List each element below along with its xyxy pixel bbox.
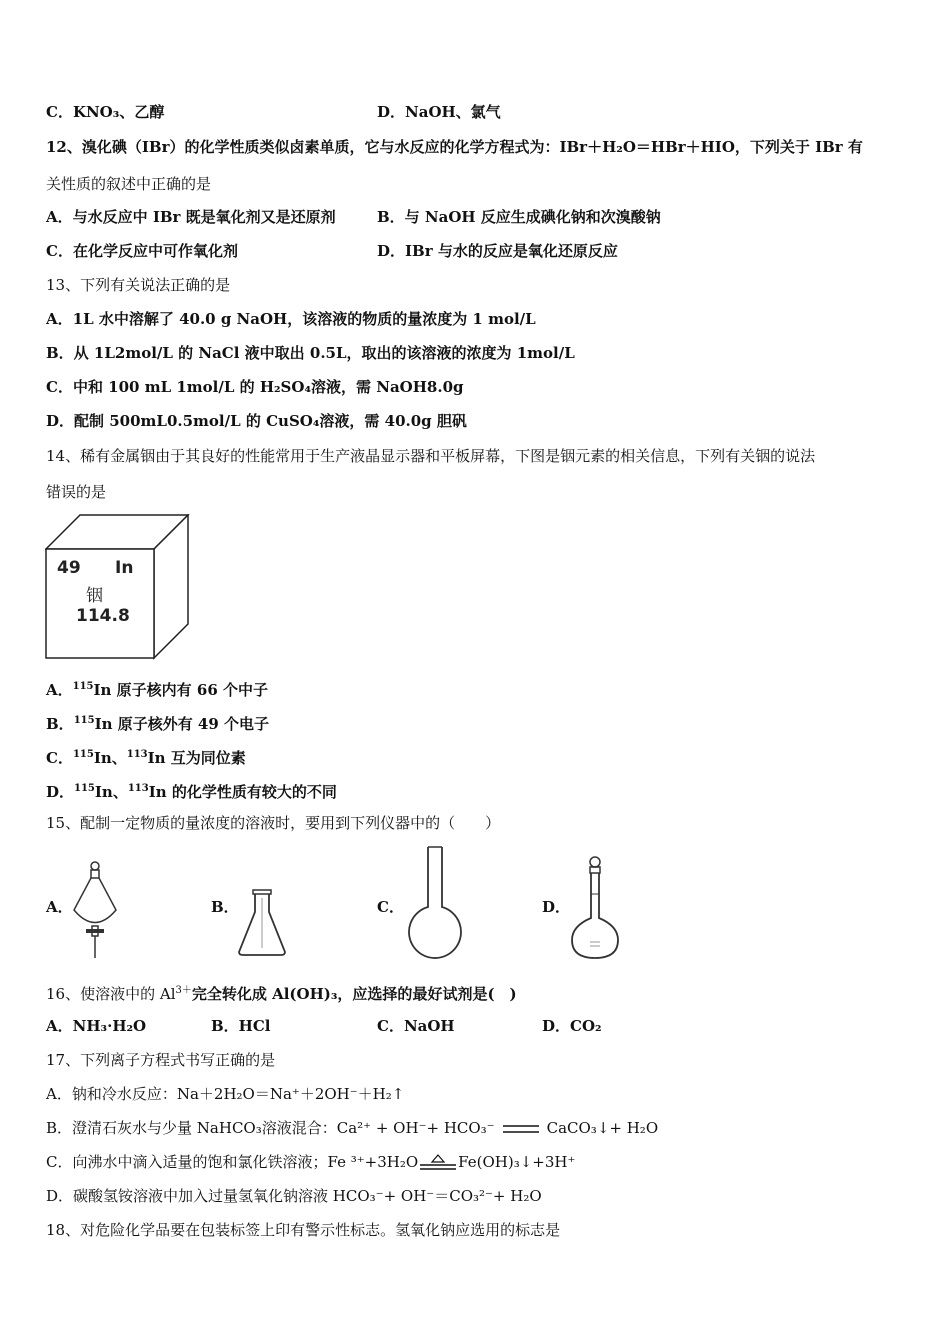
q13-option-c: C．中和 100 mL 1mol/L 的 H₂SO₄溶液，需 NaOH8.0g (46, 378, 464, 396)
q15-stem: 15、配制一定物质的量浓度的溶液时，要用到下列仪器中的（ ） (46, 814, 501, 832)
q14-option-c: C．$^{115}$In、$^{113}$In 互为同位素 (46, 749, 246, 767)
q15-option-b: B． (211, 898, 239, 916)
q14-stem-line2: 错误的是 (46, 483, 107, 501)
round-bottom-flask-icon (404, 845, 466, 961)
element-name: 铟 (86, 586, 103, 606)
q15-option-a: A． (46, 898, 73, 916)
q17-option-b: B．澄清石灰水与少量 NaHCO₃溶液混合：Ca²⁺ + OH⁻+ HCO₃⁻ CaCO₃↓+ H₂O (46, 1119, 659, 1137)
q14-stem-line1: 14、稀有金属铟由于其良好的性能常用于生产液晶显示器和平板屏幕，下图是铟元素的相关信息，下列有关铟的说法 (46, 447, 816, 465)
q18-stem: 18、对危险化学品要在包装标签上印有警示性标志。氢氧化钠应选用的标志是 (46, 1221, 561, 1239)
q17-option-d: D．碳酸氢铵溶液中加入过量氢氧化钠溶液 HCO₃⁻+ OH⁻＝CO₃²⁻+ H₂O (46, 1187, 542, 1205)
q15-option-d: D． (542, 898, 571, 916)
heat-equals-icon (418, 1154, 458, 1172)
q11-option-d: D．NaOH、氯气 (377, 103, 501, 121)
q17-option-a: A．钠和冷水反应：Na＋2H₂O＝Na⁺＋2OH⁻＋H₂↑ (46, 1085, 405, 1103)
q13-stem: 13、下列有关说法正确的是 (46, 276, 231, 294)
q14-option-a: A．$^{115}$In 原子核内有 66 个中子 (46, 681, 268, 699)
q15-option-c: C． (377, 898, 404, 916)
q12-option-b: B．与 NaOH 反应生成碘化钠和次溴酸钠 (377, 208, 661, 226)
volumetric-flask-icon (568, 856, 624, 962)
q14-option-d: D．$^{115}$In、$^{113}$In 的化学性质有较大的不同 (46, 783, 337, 801)
separatory-funnel-icon (70, 860, 120, 960)
q11-option-c: C．KNO₃、乙醇 (46, 103, 165, 121)
q12-option-d: D．IBr 与水的反应是氧化还原反应 (377, 242, 618, 260)
q13-option-d: D．配制 500mL0.5mol/L 的 CuSO₄溶液，需 40.0g 胆矾 (46, 412, 467, 430)
element-card-indium (45, 514, 191, 660)
q16-option-c: C．NaOH (377, 1017, 455, 1035)
q16-stem: 16、使溶液中的 $Al^{3+}$完全转化成 Al(OH)₃，应选择的最好试剂是( ) (46, 985, 517, 1003)
q14-option-b: B．$^{115}$In 原子核外有 49 个电子 (46, 715, 270, 733)
element-atomic-number: 49 (57, 558, 81, 578)
q16-option-d: D．CO₂ (542, 1017, 602, 1035)
equals-sign-icon (501, 1123, 541, 1135)
element-cube-outline (45, 514, 191, 660)
q17-option-c: C．向沸水中滴入适量的饱和氯化铁溶液；Fe ³⁺+3H₂O Fe(OH)₃↓+3H⁺ (46, 1153, 576, 1171)
q12-stem-line2: 关性质的叙述中正确的是 (46, 175, 212, 193)
q13-option-a: A．1L 水中溶解了 40.0 g NaOH，该溶液的物质的量浓度为 1 mol/L (46, 310, 536, 328)
q13-option-b: B．从 1L2mol/L 的 NaCl 液中取出 0.5L，取出的该溶液的浓度为 1mol/L (46, 344, 575, 362)
q17-stem: 17、下列离子方程式书写正确的是 (46, 1051, 276, 1069)
erlenmeyer-flask-icon (236, 888, 288, 958)
element-symbol: In (115, 558, 134, 578)
q16-option-a: A．NH₃·H₂O (46, 1017, 147, 1035)
q12-stem-line1: 12、溴化碘（IBr）的化学性质类似卤素单质，它与水反应的化学方程式为：IBr＋H₂O＝HBr＋HIO，下列关于 IBr 有 (46, 138, 863, 156)
q12-option-c: C．在化学反应中可作氧化剂 (46, 242, 238, 260)
element-atomic-mass: 114.8 (76, 606, 130, 626)
q12-option-a: A．与水反应中 IBr 既是氧化剂又是还原剂 (46, 208, 336, 226)
q16-option-b: B．HCl (211, 1017, 271, 1035)
